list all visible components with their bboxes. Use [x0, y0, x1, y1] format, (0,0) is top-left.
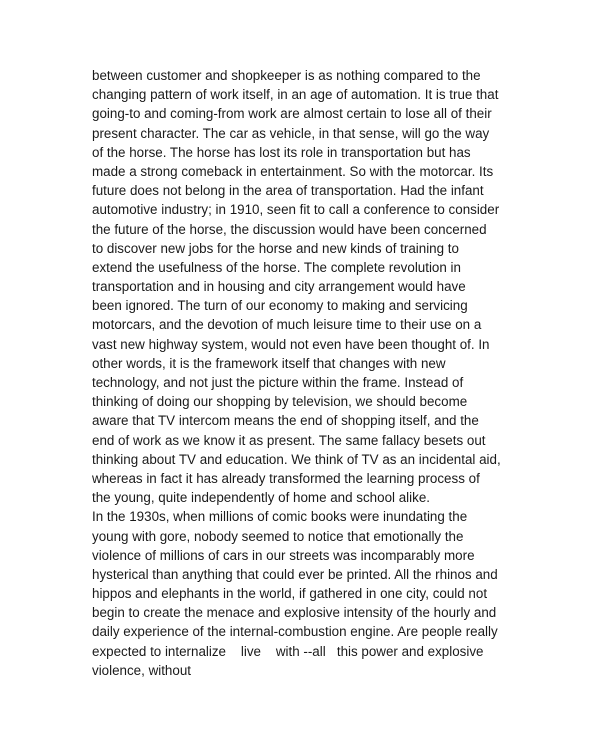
text-line-24: In the 1930s, when millions of comic books were inundating the — [92, 509, 468, 525]
body-text — [92, 66, 522, 680]
text-line-23: the young, quite independently of home and school alike. — [92, 490, 430, 506]
text-line-20: end of work as we know it as present. The same fallacy besets out — [92, 432, 486, 448]
text-line-18: thinking of doing our shopping by television, we should become — [92, 394, 468, 410]
text-line-27: hysterical than anything that could ever be printed. All the rhinos and — [92, 566, 498, 582]
text-line-30: daily experience of the internal-combustion engine. Are people really — [92, 624, 498, 640]
text-line-16: other words, it is the framework itself that changes with new — [92, 355, 446, 371]
text-line-9: the future of the horse, the discussion would have been concerned — [92, 221, 487, 237]
text-line-19: aware that TV intercom means the end of shopping itself, and the — [92, 413, 479, 429]
text-line-15: vast new highway system, would not even have been thought of. In — [92, 336, 490, 352]
text-line-26: violence of millions of cars in our streets was incomparably more — [92, 547, 475, 563]
text-line-10: to discover new jobs for the horse and new kinds of training to — [92, 240, 459, 256]
text-line-13: been ignored. The turn of our economy to making and servicing — [92, 298, 468, 314]
text-line-29: begin to create the menace and explosive intensity of the hourly and — [92, 605, 497, 621]
text-line-8: automotive industry; in 1910, seen fit to call a conference to consider — [92, 202, 500, 218]
text-line-32: violence, without — [92, 662, 191, 678]
text-line-3: going-to and coming-from work are almost certain to lose all of their — [92, 106, 492, 122]
text-line-11: extend the usefulness of the horse. The complete revolution in — [92, 259, 461, 275]
text-line-4: present character. The car as vehicle, in that sense, will go the way — [92, 125, 490, 141]
text-line-31: expected to internalize live with --all this power and explosive — [92, 643, 484, 659]
text-line-5: of the horse. The horse has lost its role in transportation but has — [92, 144, 471, 160]
text-line-28: hippos and elephants in the world, if gathered in one city, could not — [92, 586, 488, 602]
text-line-14: motorcars, and the devotion of much leisure time to their use on a — [92, 317, 482, 333]
text-line-2: changing pattern of work itself, in an age of automation. It is true that — [92, 87, 499, 103]
text-line-22: whereas in fact it has already transformed the learning process of — [92, 470, 480, 486]
text-line-6: made a strong comeback in entertainment. So with the motorcar. Its — [92, 163, 494, 179]
text-line-12: transportation and in housing and city arrangement would have — [92, 279, 466, 295]
text-line-17: technology, and not just the picture within the frame. Instead of — [92, 375, 464, 390]
text-line-1: between customer and shopkeeper is as nothing compared to the — [92, 68, 481, 83]
text-line-25: young with gore, nobody seemed to notice that emotionally the — [92, 528, 464, 544]
text-line-7: future does not belong in the area of transportation. Had the infant — [92, 183, 484, 199]
text-line-21: thinking about TV and education. We think of TV as an incidental aid, — [92, 451, 501, 467]
